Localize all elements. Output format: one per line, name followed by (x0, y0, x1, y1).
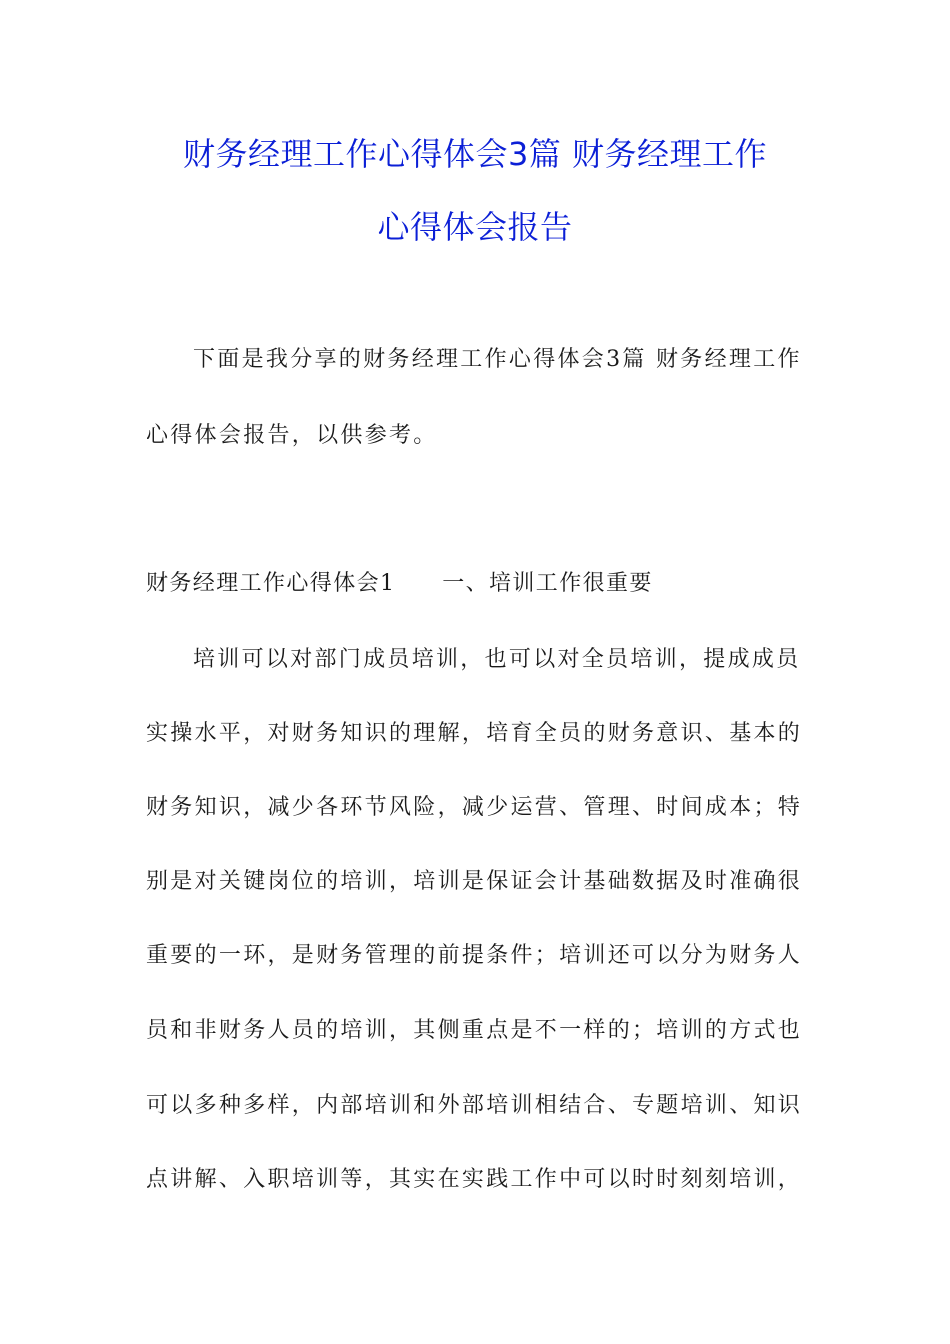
body-paragraph-line-8: 点讲解、入职培训等，其实在实践工作中可以时时刻刻培训， (146, 1167, 803, 1192)
body-paragraph-line-7: 可以多种多样，内部培训和外部培训相结合、专题培训、知识 (146, 1093, 803, 1118)
body-paragraph-line-4: 别是对关键岗位的培训，培训是保证会计基础数据及时准确很 (146, 869, 803, 894)
intro-paragraph-line-1: 下面是我分享的财务经理工作心得体会3篇 财务经理工作 (193, 347, 802, 372)
document-title-line-1: 财务经理工作心得体会3篇 财务经理工作 (182, 135, 768, 173)
intro-paragraph-line-2: 心得体会报告，以供参考。 (146, 423, 438, 448)
body-paragraph-line-1: 培训可以对部门成员培训，也可以对全员培训，提成成员 (193, 647, 801, 672)
body-paragraph-line-5: 重要的一环，是财务管理的前提条件；培训还可以分为财务人 (146, 943, 803, 968)
body-paragraph-line-6: 员和非财务人员的培训，其侧重点是不一样的；培训的方式也 (146, 1018, 803, 1043)
body-paragraph-line-2: 实操水平，对财务知识的理解，培育全员的财务意识、基本的 (146, 721, 803, 746)
document-title-line-2: 心得体会报告 (377, 208, 573, 246)
section-heading: 财务经理工作心得体会1 一、培训工作很重要 (146, 571, 653, 596)
body-paragraph-line-3: 财务知识，减少各环节风险，减少运营、管理、时间成本；特 (146, 795, 803, 820)
